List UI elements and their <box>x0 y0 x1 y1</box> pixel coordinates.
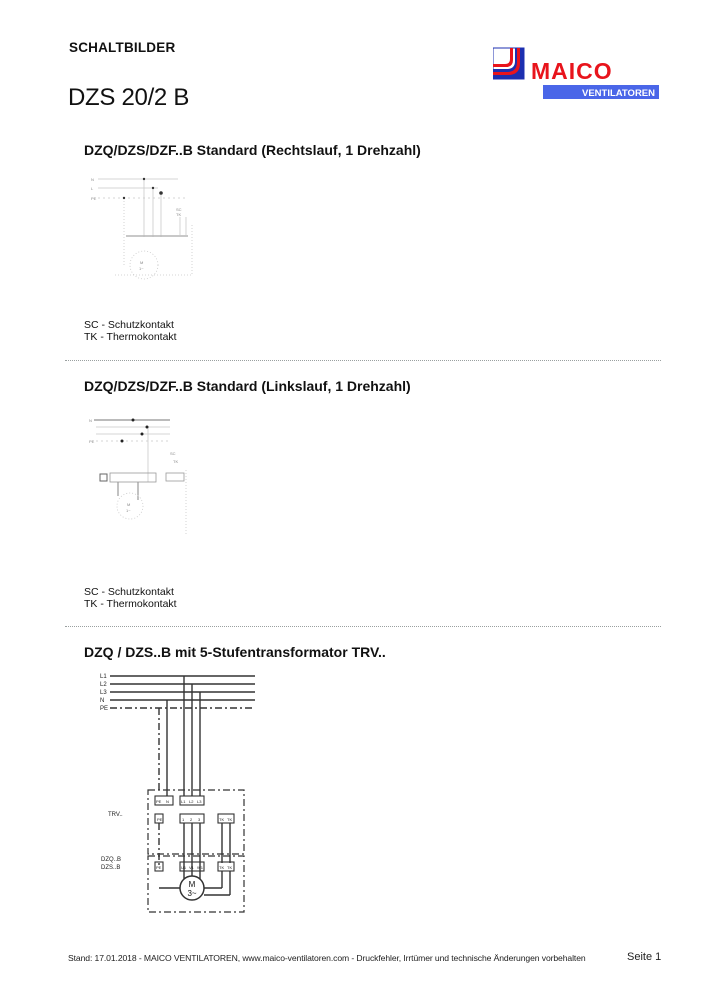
legend-tk: TK - Thermokontakt <box>84 598 177 610</box>
label-n: N <box>89 418 92 423</box>
footer-text: Stand: 17.01.2018 - MAICO VENTILATOREN, www.maico-ventilatoren.com - Druckfehler, Irrtümer und technische Änderungen vorbehalten <box>68 953 586 963</box>
legend-linkslauf <box>84 586 177 610</box>
svg-text:PE: PE <box>157 817 163 822</box>
label-sc: SC <box>176 207 182 212</box>
label-trv: TRV.. <box>108 812 123 818</box>
label-pe: PE <box>100 706 109 712</box>
section-title-rechtslauf: DZQ/DZS/DZF..B Standard (Rechtslauf, 1 Drehzahl) <box>84 142 421 158</box>
document-title: DZS 20/2 B <box>68 84 190 111</box>
svg-text:PE: PE <box>156 865 162 870</box>
wiring-diagram-trv <box>100 668 260 918</box>
wiring-diagram-linkslauf <box>88 410 198 535</box>
legend-sc: SC - Schutzkontakt <box>84 586 174 598</box>
motor-m: M <box>140 260 144 265</box>
motor-symbol <box>130 251 158 279</box>
svg-text:U1: U1 <box>181 865 187 870</box>
label-dzs: DZS..B <box>101 865 121 871</box>
section-title-trv: DZQ / DZS..B mit 5-Stufentransformator TRV.. <box>84 644 386 660</box>
label-l2: L2 <box>100 682 107 688</box>
logo-brand-text: MAICO <box>531 58 613 84</box>
svg-text:N: N <box>166 799 169 804</box>
motor-label-m: M <box>188 880 196 889</box>
legend-rechtslauf <box>84 319 177 343</box>
section-title-linkslauf: DZQ/DZS/DZF..B Standard (Linkslauf, 1 Drehzahl) <box>84 378 411 394</box>
svg-text:TK: TK <box>219 865 225 870</box>
logo-tagline-text: VENTILATOREN <box>581 88 655 99</box>
svg-text:TK: TK <box>227 865 233 870</box>
label-sc: SC <box>170 451 176 456</box>
section-separator <box>65 626 661 627</box>
svg-text:L1: L1 <box>181 799 186 804</box>
motor-label-3: 3~ <box>187 889 197 898</box>
svg-text:W1: W1 <box>197 865 203 870</box>
label-n: N <box>100 698 105 704</box>
svg-text:TK: TK <box>219 817 225 822</box>
svg-text:2: 2 <box>190 817 193 822</box>
wiring-diagram-rechtslauf <box>88 165 198 280</box>
legend-sc: SC - Schutzkontakt <box>84 319 174 331</box>
maico-logo-graphic <box>493 45 663 115</box>
svg-text:1: 1 <box>182 817 185 822</box>
label-pe: PE <box>89 439 95 444</box>
label-tk: TK <box>176 212 182 217</box>
svg-text:3: 3 <box>198 817 201 822</box>
motor-1: 1~ <box>126 508 131 513</box>
tk-terminal-block <box>166 473 184 481</box>
svg-text:PE: PE <box>156 799 162 804</box>
label-pe: PE <box>91 196 97 201</box>
label-l3: L3 <box>100 690 107 696</box>
svg-text:L2: L2 <box>189 799 194 804</box>
svg-text:V1: V1 <box>189 865 194 870</box>
svg-text:TK: TK <box>227 817 233 822</box>
page-number: Seite 1 <box>627 951 662 963</box>
label-l: L <box>91 186 94 191</box>
svg-text:L3: L3 <box>197 799 202 804</box>
label-n: N <box>91 177 94 182</box>
maico-logo <box>493 45 663 115</box>
legend-tk: TK - Thermokontakt <box>84 331 177 343</box>
label-l1: L1 <box>100 674 107 680</box>
terminal-block <box>110 473 156 482</box>
label-dzq: DZQ..B <box>101 857 122 863</box>
motor-1: 1~ <box>139 266 144 271</box>
label-tk: TK <box>173 459 179 464</box>
section-separator <box>65 360 661 361</box>
motor-m: M <box>127 502 131 507</box>
document-label: SCHALTBILDER <box>69 40 176 55</box>
